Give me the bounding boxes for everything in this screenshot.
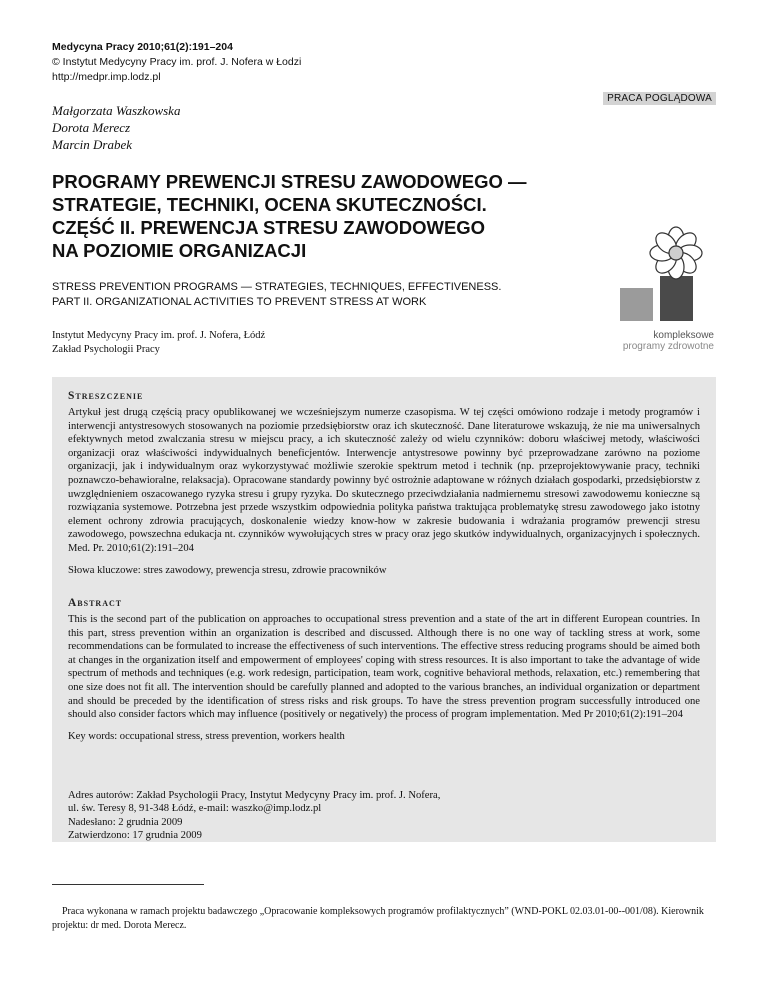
streszczenie-text: Artykuł jest drugą częścią pracy opublikowanej we wcześniejszym numerze czasopisma. W tej części omówiono rodzaje i metody programów i interwencji antystresowych stosowanych na poziomie przedsiębiorstw oraz ich skuteczność. Dane literaturowe wskazują, że nie ma uniwersalnych efektywnych metod zwalczania stresu w miejscu pracy, a ich skuteczność zależy od wielu czynników: doboru właściwej metody, właściwości organizacji oraz właściwości indywidualnych beneficjentów. Interwencje antystresowe powinny być przeprowadzane zarówno na poziome organizacji, jak i indywidualnym oraz wykorzystywać możliwie szerokie spektrum metod i technik (np. przeprojektowywanie pracy, techniki poznawczo-behawioralne, relaksacja). Opracowane standardy powinny być ostrożnie adaptowane w różnych działach gospodarki, przedsiębiorstw z uwzględnieniem oszacowanego ryzyka stresu i grupy ryzyka. Do skutecznego przeciwdziałania nadmiernemu stresowi zawodowemu konieczne są rozwiązania systemowe. Potrzebna jest przede wszystkim odpowiednia polityka państwa traktująca problematykę stresu zawodowego jako istotny element ochrony zdrowia pracujących, doskonalenie wiedzy know-how w zakresie budowania i wdrażania programów prewencji stresu zawodowego, powszechna edukacja nt. czynników wywołujących stres w pracy oraz jego skutków indywidualnych, organizacyjnych i społecznych. Med. Pr. 2010;61(2):191–204 xyxy=(68,407,700,554)
title-line: CZĘŚĆ II. PREWENCJA STRESU ZAWODOWEGO xyxy=(52,217,486,238)
author: Dorota Merecz xyxy=(52,120,131,135)
author: Małgorzata Waszkowska xyxy=(52,103,181,118)
abstract-text: This is the second part of the publication on approaches to occupational stress prevention and a state of the art in different European countries. In this part, stress prevention within an organization is described and discussed. Although there is no one way of tackling stress at work, some recommendations can be formulated to increase the effectiveness of such interventions. The effective stress reducing programs should be aimed both at changes in the organization itself and empowerment of employees' coping with stress resources. It is also important to take the advantage of wide spectrum of methods and techniques (e.g. work redesign, participation, team work, cognitive behavioral methods, relaxation, etc.) remembering that one size does not fit all. The intervention should be carefully planned and adopted to the various branches, an individual organization or department and should be preceded by the identification of stress risks and risk groups. To have the stress prevention program successfully introduced one should also consider factors which may influence (positively or negatively) the process of program implementation. Med Pr 2010;61(2):191–204 xyxy=(68,614,700,721)
author-list xyxy=(52,102,180,153)
streszczenie-heading: Streszczenie xyxy=(68,390,144,402)
affiliation-line: Zakład Psychologii Pracy xyxy=(52,344,160,355)
journal-citation: Medycyna Pracy 2010;61(2):191–204 xyxy=(52,41,233,53)
contact-line: Zatwierdzono: 17 grudnia 2009 xyxy=(68,830,202,842)
journal-copyright: © Instytut Medycyny Pracy im. prof. J. Nofera w Łodzi xyxy=(52,56,302,68)
footnote: Praca wykonana w ramach projektu badawczego „Opracowanie kompleksowych programów profilaktycznych” (WND-POKL 02.03.01-00--001/08). Kierownik projektu: dr med. Dorota Merecz. xyxy=(52,906,704,931)
abstract-panel xyxy=(52,377,716,842)
journal-header xyxy=(52,40,301,85)
english-title-line: PART II. ORGANIZATIONAL ACTIVITIES TO PREVENT STRESS AT WORK xyxy=(52,296,427,308)
keywords-pl: Słowa kluczowe: stres zawodowy, prewencja stresu, zdrowie pracowników xyxy=(68,564,387,576)
contact-line: ul. św. Teresy 8, 91-348 Łódź, e-mail: waszko@imp.lodz.pl xyxy=(68,803,322,815)
title-line: STRATEGIE, TECHNIKI, OCENA SKUTECZNOŚCI. xyxy=(52,194,487,215)
flower-logo-icon xyxy=(634,226,718,288)
program-logo xyxy=(596,226,718,358)
abstract-heading: Abstract xyxy=(68,597,123,609)
author: Marcin Drabek xyxy=(52,137,133,152)
keywords-en: Key words: occupational stress, stress prevention, workers health xyxy=(68,730,345,742)
logo-text-primary: kompleksowe xyxy=(653,330,714,341)
english-title xyxy=(52,280,572,310)
correspondence-block xyxy=(68,789,440,843)
english-title-line: STRESS PREVENTION PROGRAMS — STRATEGIES, TECHNIQUES, EFFECTIVENESS. xyxy=(52,281,502,293)
article-title xyxy=(52,170,572,262)
abstract-section xyxy=(68,597,700,744)
title-line: PROGRAMY PREWENCJI STRESU ZAWODOWEGO — xyxy=(52,171,527,192)
logo-text-secondary: programy zdrowotne xyxy=(622,341,714,352)
affiliation xyxy=(52,329,265,357)
article-type-badge: PRACA POGLĄDOWA xyxy=(603,92,716,105)
contact-line: Nadesłano: 2 grudnia 2009 xyxy=(68,816,183,828)
logo-square-light xyxy=(620,288,653,321)
streszczenie-section xyxy=(68,390,700,578)
journal-url[interactable]: http://medpr.imp.lodz.pl xyxy=(52,71,161,83)
title-line: NA POZIOMIE ORGANIZACJI xyxy=(52,240,307,261)
affiliation-line: Instytut Medycyny Pracy im. prof. J. Nofera, Łódź xyxy=(52,330,266,341)
contact-line: Adres autorów: Zakład Psychologii Pracy, Instytut Medycyny Pracy im. prof. J. Nofera, xyxy=(68,790,441,801)
footnote-divider xyxy=(52,884,204,885)
